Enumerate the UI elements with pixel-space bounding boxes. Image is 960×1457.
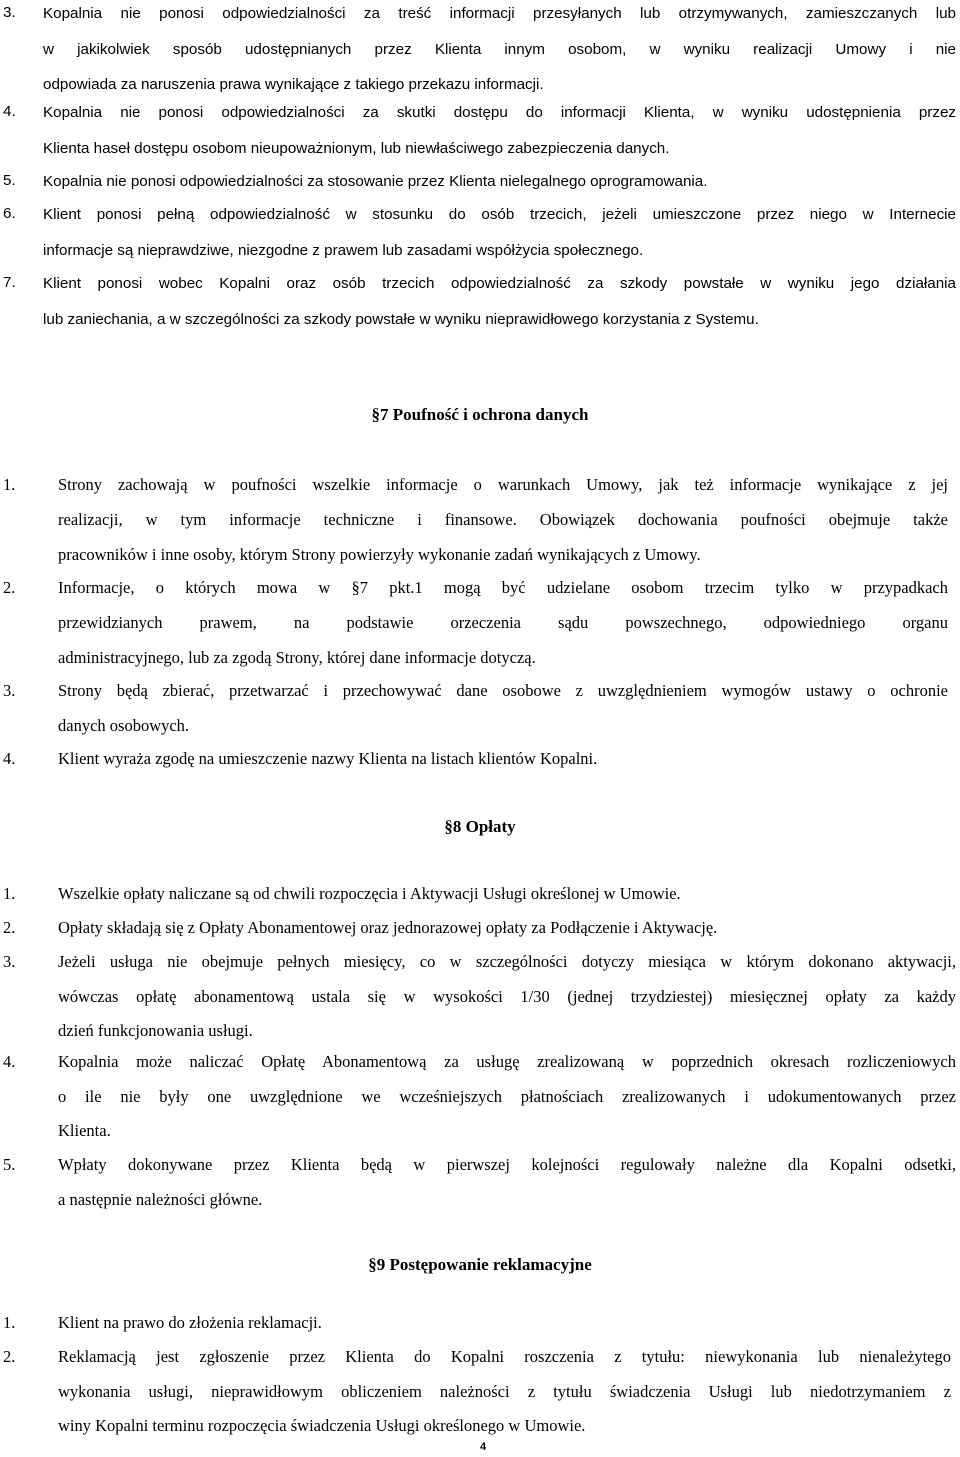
item-text-line: Klienta.: [58, 1121, 111, 1140]
item-text-line: Klient ponosi pełną odpowiedzialność w stosunku do osób trzecich, jeżeli umieszczone przez niego w Internecie: [43, 206, 956, 223]
item-text-line: o ile nie były one uwzględnione we wcześniejszych płatnościach zrealizowanych i udokumentowanych przez: [58, 1087, 956, 1106]
item-text-line: Kopalnia może naliczać Opłatę Abonamentową za usługę zrealizowaną w poprzednich okresach rozliczeniowych: [58, 1052, 956, 1071]
item-text-line: Kopalnia nie ponosi odpowiedzialności za stosowanie przez Klienta nielegalnego oprogramowania.: [43, 173, 708, 190]
item-text-line: lub zaniechania, a w szczególności za szkody powstałe w wyniku nieprawidłowego korzystania z Systemu.: [43, 311, 759, 328]
item-text-line: a następnie należności główne.: [58, 1190, 263, 1209]
item-text-line: Kopalnia nie ponosi odpowiedzialności za skutki dostępu do informacji Klienta, w wyniku udostępnienia przez: [43, 104, 956, 121]
item-text-line: administracyjnego, lub za zgodą Strony, której dane informacje dotyczą.: [58, 648, 536, 667]
item-text-line: przewidzianych prawem, na podstawie orzeczenia sądu powszechnego, odpowiedniego organu: [58, 613, 948, 632]
item-number: 2.: [3, 578, 16, 597]
section-9-heading: §9 Postępowanie reklamacyjne: [368, 1255, 592, 1274]
item-number: 5.: [3, 1155, 16, 1174]
item-text-line: pracowników i inne osoby, którym Strony powierzyły wykonanie zadań wynikających z Umowy.: [58, 545, 701, 564]
item-number: 2.: [3, 1347, 16, 1366]
item-number: 4.: [3, 749, 16, 768]
item-number: 4.: [3, 103, 16, 120]
item-text-line: Reklamacją jest zgłoszenie przez Klienta do Kopalni roszczenia z tytułu: niewykonania lub nienależytego: [58, 1347, 951, 1366]
item-number: 5.: [3, 172, 16, 189]
item-text-line: wówczas opłatę abonamentową ustala się w wysokości 1/30 (jednej trzydziestej) miesięcznej opłaty za każdy: [58, 987, 956, 1006]
item-number: 4.: [3, 1052, 16, 1071]
item-text-line: wykonania usługi, nieprawidłowym obliczeniem należności z tytułu świadczenia Usługi lub niedotrzymaniem z: [58, 1382, 951, 1401]
item-number: 1.: [3, 884, 16, 903]
item-text-line: Klient na prawo do złożenia reklamacji.: [58, 1313, 322, 1332]
item-text-line: dzień funkcjonowania usługi.: [58, 1021, 253, 1040]
item-text-line: odpowiada za naruszenia prawa wynikające z takiego przekazu informacji.: [43, 76, 544, 93]
item-text-line: realizacji, w tym informacje techniczne i finansowe. Obowiązek dochowania poufności obejmuje także: [58, 510, 948, 529]
section-8-heading: §8 Opłaty: [444, 817, 516, 836]
item-number: 3.: [3, 681, 16, 700]
item-number: 1.: [3, 1313, 16, 1332]
item-text-line: Klient ponosi wobec Kopalni oraz osób trzecich odpowiedzialność za szkody powstałe w wyniku jego działania: [43, 275, 956, 292]
section-7-heading: §7 Poufność i ochrona danych: [371, 405, 589, 424]
item-text-line: Wpłaty dokonywane przez Klienta będą w pierwszej kolejności regulowały należne dla Kopalni odsetki,: [58, 1155, 956, 1174]
item-text-line: Jeżeli usługa nie obejmuje pełnych miesięcy, co w szczególności dotyczy miesiąca w którym dokonano aktywacji,: [58, 952, 956, 971]
item-text-line: informacje są nieprawdziwe, niezgodne z prawem lub zasadami współżycia społecznego.: [43, 242, 644, 259]
item-number: 3.: [3, 952, 16, 971]
item-text-line: Klienta haseł dostępu osobom nieupoważnionym, lub niewłaściwego zabezpieczenia danych.: [43, 140, 670, 157]
item-text-line: Kopalnia nie ponosi odpowiedzialności za treść informacji przesyłanych lub otrzymywanych, zamieszczanych lub: [43, 5, 956, 22]
item-number: 2.: [3, 918, 16, 937]
item-number: 3.: [3, 4, 16, 21]
item-text-line: danych osobowych.: [58, 716, 190, 735]
item-text-line: Opłaty składają się z Opłaty Abonamentowej oraz jednorazowej opłaty za Podłączenie i Aktywację.: [58, 918, 718, 937]
item-number: 1.: [3, 475, 16, 494]
page-number: 4: [479, 1441, 487, 1453]
item-number: 7.: [3, 274, 16, 291]
item-text-line: w jakikolwiek sposób udostępnianych przez Klienta innym osobom, w wyniku realizacji Umowy i nie: [43, 41, 956, 58]
item-number: 6.: [3, 205, 16, 222]
item-text-line: Wszelkie opłaty naliczane są od chwili rozpoczęcia i Aktywacji Usługi określonej w Umowie.: [58, 884, 681, 903]
item-text-line: Klient wyraża zgodę na umieszczenie nazwy Klienta na listach klientów Kopalni.: [58, 749, 598, 768]
item-text-line: Strony zachowają w poufności wszelkie informacje o warunkach Umowy, jak też informacje wynikające z jej: [58, 475, 948, 494]
item-text-line: Informacje, o których mowa w §7 pkt.1 mogą być udzielane osobom trzecim tylko w przypadkach: [58, 578, 948, 597]
item-text-line: winy Kopalni terminu rozpoczęcia świadczenia Usługi określonego w Umowie.: [58, 1416, 586, 1435]
item-text-line: Strony będą zbierać, przetwarzać i przechowywać dane osobowe z uwzględnieniem wymogów ustawy o ochronie: [58, 681, 948, 700]
